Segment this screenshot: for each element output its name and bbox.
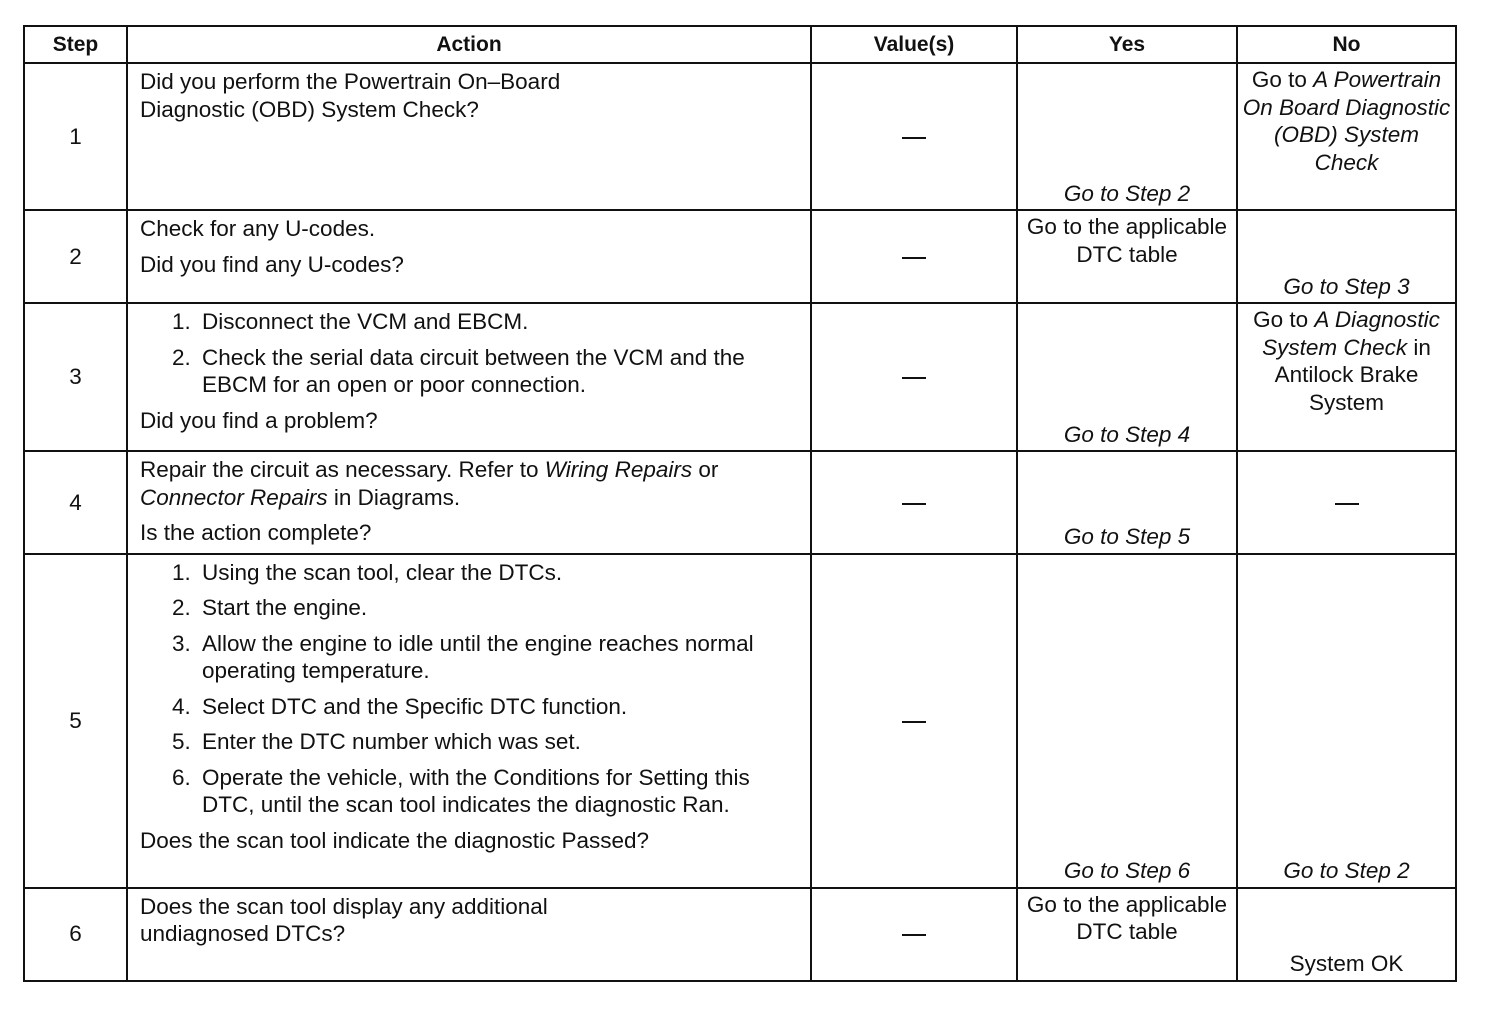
dash-mark (1335, 503, 1359, 505)
wiring-repairs-link[interactable]: Wiring Repairs (544, 457, 693, 482)
action-cell (127, 554, 811, 888)
table-row (24, 63, 1456, 210)
action-list (140, 559, 800, 819)
value-cell (811, 451, 1017, 554)
no-link[interactable]: Go to Step 2 (1283, 858, 1410, 883)
action-question: Does the scan tool indicate the diagnostic Passed? (140, 827, 650, 853)
header-row (24, 26, 1456, 63)
no-cell (1237, 303, 1456, 451)
dash-mark (902, 503, 926, 505)
list-item: 1. Using the scan tool, clear the DTCs. (197, 559, 760, 587)
diagnostic-table (23, 25, 1457, 982)
step-number: 3 (24, 303, 127, 451)
value-cell (811, 303, 1017, 451)
yes-link[interactable]: Go to Step 2 (1063, 180, 1191, 206)
value-cell (811, 63, 1017, 210)
no-cell (1237, 63, 1456, 210)
step-number: 5 (24, 554, 127, 888)
yes-cell (1017, 451, 1237, 554)
no-cell (1237, 451, 1456, 554)
list-item: 1. Disconnect the VCM and EBCM. (197, 308, 800, 336)
dash-mark (902, 934, 926, 936)
value-cell (811, 210, 1017, 303)
no-prefix: Go to (1253, 307, 1309, 332)
dash-mark (902, 721, 926, 723)
header-no: No (1237, 26, 1456, 63)
no-link[interactable]: A Powertrain On Board Diagnostic (OBD) System Check (1242, 67, 1451, 175)
table-row (24, 554, 1456, 888)
table-row (24, 303, 1456, 451)
yes-cell (1017, 210, 1237, 303)
connector-repairs-link[interactable]: Connector Repairs (140, 484, 328, 510)
action-text-part: or (698, 457, 719, 482)
action-text-part: Repair the circuit as necessary. Refer to (140, 457, 539, 482)
no-link[interactable]: Go to Step 3 (1283, 273, 1410, 299)
action-text (140, 456, 800, 511)
step-number: 1 (24, 63, 127, 210)
action-cell (127, 63, 811, 210)
action-text: Did you perform the Powertrain On–Board Diagnostic (OBD) System Check? (140, 69, 561, 122)
dash-mark (902, 377, 926, 379)
table-row (24, 888, 1456, 981)
yes-cell (1017, 63, 1237, 210)
yes-link[interactable]: Go to Step 5 (1063, 524, 1191, 549)
header-yes: Yes (1017, 26, 1237, 63)
yes-link[interactable]: Go to the applicable DTC table (1026, 891, 1228, 944)
value-cell (811, 888, 1017, 981)
header-action: Action (127, 26, 811, 63)
action-cell (127, 303, 811, 451)
action-text-part: in Diagrams. (333, 484, 461, 510)
no-link[interactable]: A Diagnostic System Check (1262, 307, 1440, 360)
yes-link[interactable]: Go to Step 4 (1063, 421, 1191, 447)
yes-link[interactable]: Go to Step 6 (1063, 858, 1191, 883)
step-number: 2 (24, 210, 127, 303)
list-item: 4. Select DTC and the Specific DTC function. (197, 693, 760, 721)
yes-link[interactable]: Go to the applicable DTC table (1026, 214, 1228, 267)
header-values: Value(s) (811, 26, 1017, 63)
list-item: 6. Operate the vehicle, with the Conditions for Setting this DTC, until the scan tool indicates the diagnostic Ran. (197, 764, 760, 819)
action-question: Is the action complete? (140, 520, 372, 545)
action-cell (127, 451, 811, 554)
action-list (140, 308, 800, 399)
value-cell (811, 554, 1017, 888)
action-question: Did you find any U-codes? (140, 251, 404, 277)
step-number: 6 (24, 888, 127, 981)
dash-mark (902, 257, 926, 259)
no-cell (1237, 210, 1456, 303)
no-result: System OK (1289, 951, 1404, 976)
yes-cell (1017, 888, 1237, 981)
yes-cell (1017, 554, 1237, 888)
table-row (24, 210, 1456, 303)
table-row (24, 451, 1456, 554)
no-cell (1237, 888, 1456, 981)
no-cell (1237, 554, 1456, 888)
list-item: 5. Enter the DTC number which was set. (197, 728, 760, 756)
list-item: 3. Allow the engine to idle until the engine reaches normal operating temperature. (197, 630, 760, 685)
step-number: 4 (24, 451, 127, 554)
header-step: Step (24, 26, 127, 63)
no-prefix: Go to (1251, 67, 1307, 92)
action-line: Check for any U-codes. (140, 216, 376, 241)
dash-mark (902, 137, 926, 139)
action-cell (127, 888, 811, 981)
action-cell (127, 210, 811, 303)
action-question: Did you find a problem? (140, 407, 378, 433)
no-suffix: in Antilock Brake System (1274, 334, 1431, 415)
list-item: 2. Start the engine. (197, 594, 760, 622)
action-text: Does the scan tool display any additional undiagnosed DTCs? (140, 893, 548, 946)
yes-cell (1017, 303, 1237, 451)
list-item: 2. Check the serial data circuit between the VCM and the EBCM for an open or poor connection. (197, 344, 800, 399)
